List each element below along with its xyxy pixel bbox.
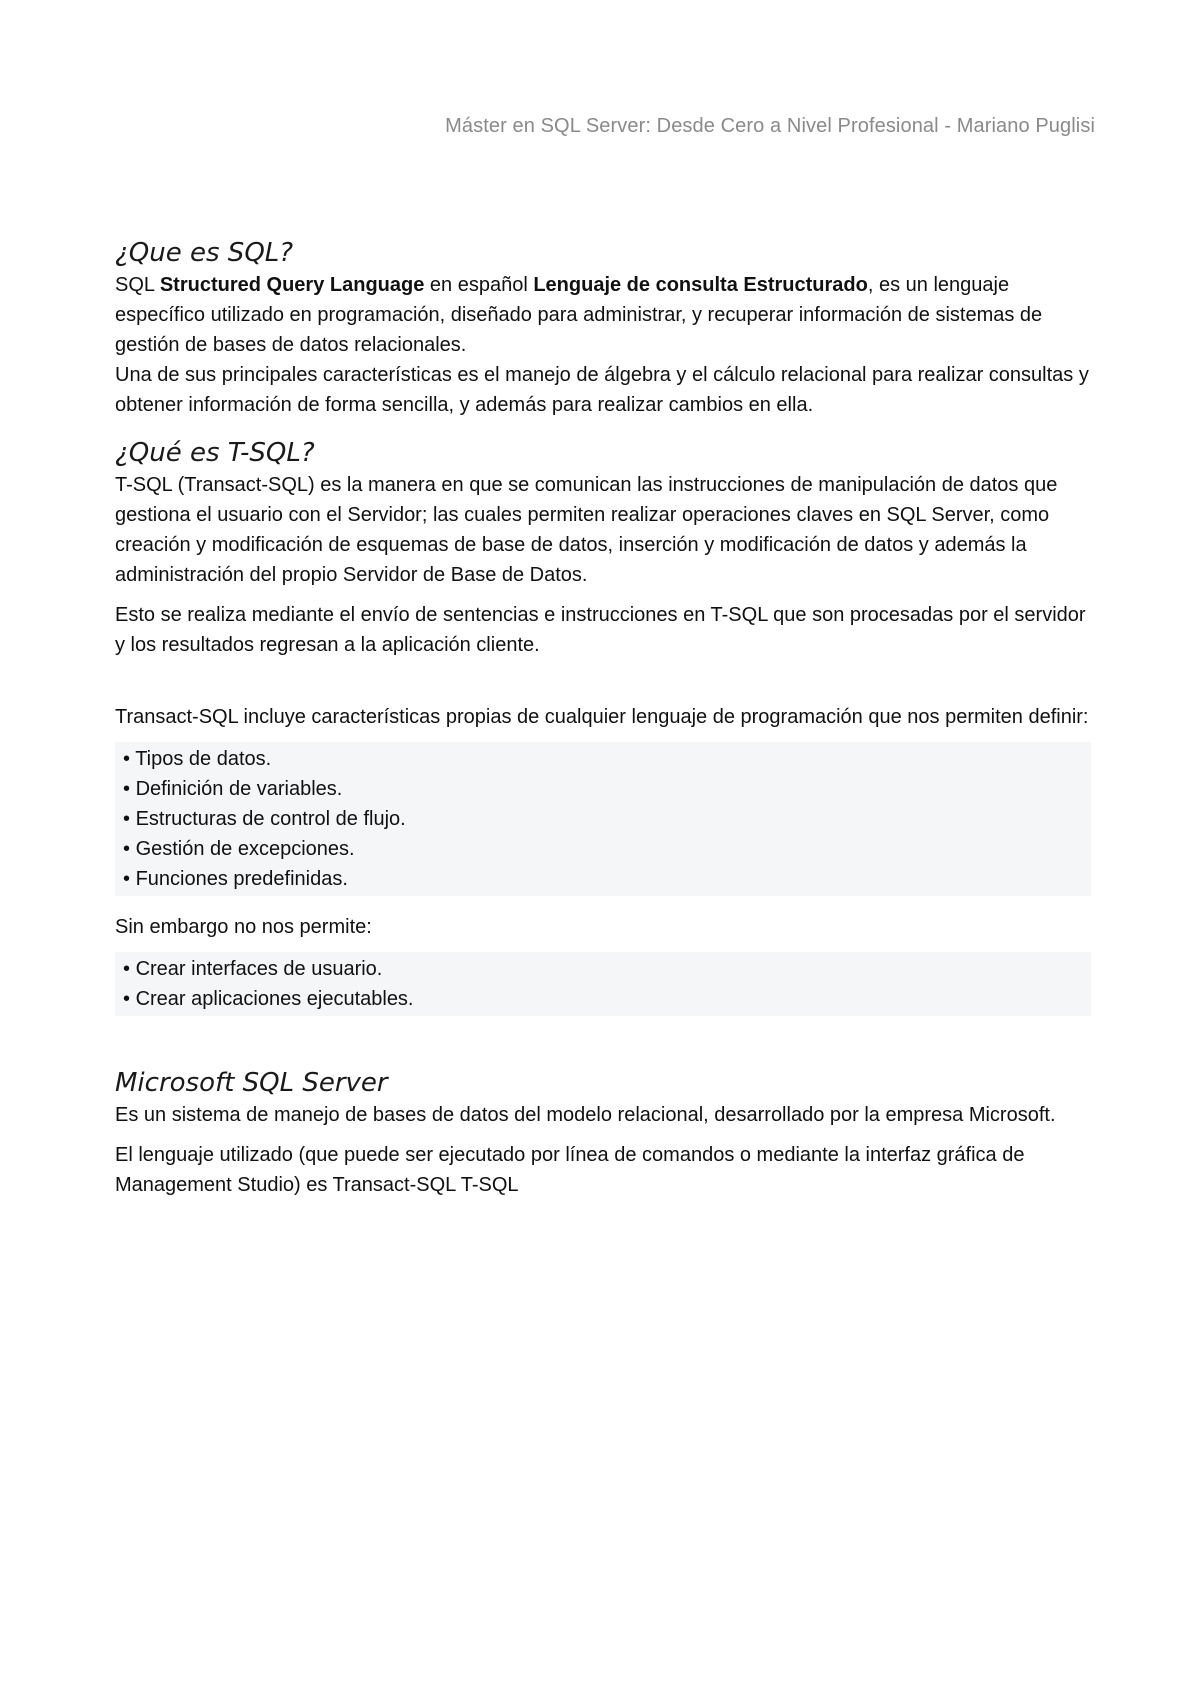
mssql-language-paragraph: El lenguaje utilizado (que puede ser ejecutado por línea de comandos o mediante la interfaz gráfica de Management Studio) es Transact-SQL T-SQL	[115, 1144, 1025, 1196]
tsql-definition-paragraph: T-SQL (Transact-SQL) es la manera en que se comunican las instrucciones de manipulación de datos que gestiona el usuario con el Servidor; las cuales permiten realizar operaciones claves en SQL Server, como creación y modificación de esquemas de base de datos, inserción y modificación de datos y además la administración del propio Servidor de Base de Datos.	[115, 474, 1058, 586]
list-item: • Funciones predefinidas.	[123, 864, 1091, 894]
list-item: • Crear aplicaciones ejecutables.	[123, 984, 1091, 1014]
list-item: • Gestión de excepciones.	[123, 834, 1091, 864]
list-item: • Definición de variables.	[123, 774, 1091, 804]
sql-def-part-e: , es un lenguaje específico utilizado en programación, diseñado para administrar, y recuperar información de sistemas de gestión de bases de datos relacionales.	[115, 274, 1043, 356]
sql-characteristics-paragraph: Una de sus principales características es el manejo de álgebra y el cálculo relacional para realizar consultas y obtener información de forma sencilla, y además para realizar cambios en ella.	[115, 364, 1089, 416]
sql-def-part-a: SQL	[115, 274, 160, 296]
sql-def-spanish-term: Lenguaje de consulta Estructurado	[533, 274, 868, 296]
features-list	[123, 744, 1091, 894]
sql-def-part-c: en español	[424, 274, 534, 296]
list-item: • Crear interfaces de usuario.	[123, 954, 1091, 984]
limitations-list-box	[115, 952, 1091, 1016]
tsql-limitations-intro: Sin embargo no nos permite:	[115, 916, 372, 938]
tsql-features-intro: Transact-SQL incluye características propias de cualquier lenguaje de programación que nos permiten definir:	[115, 706, 1089, 728]
sql-definition-paragraph	[115, 270, 1095, 360]
document-body	[115, 236, 1095, 1200]
limitations-list	[123, 954, 1091, 1014]
running-header: Máster en SQL Server: Desde Cero a Nivel Profesional - Mariano Puglisi	[445, 115, 1095, 137]
section-title-mssql: Microsoft SQL Server	[115, 1068, 388, 1098]
list-item: • Estructuras de control de flujo.	[123, 804, 1091, 834]
sql-def-english-term: Structured Query Language	[159, 274, 425, 296]
features-list-box	[115, 742, 1091, 896]
mssql-definition-paragraph: Es un sistema de manejo de bases de datos del modelo relacional, desarrollado por la empresa Microsoft.	[115, 1104, 1056, 1126]
section-title-tsql: ¿Qué es T-SQL?	[115, 438, 315, 468]
tsql-process-paragraph: Esto se realiza mediante el envío de sentencias e instrucciones en T-SQL que son procesadas por el servidor y los resultados regresan a la aplicación cliente.	[115, 604, 1086, 656]
list-item: • Tipos de datos.	[123, 744, 1091, 774]
section-title-sql: ¿Que es SQL?	[115, 238, 294, 268]
